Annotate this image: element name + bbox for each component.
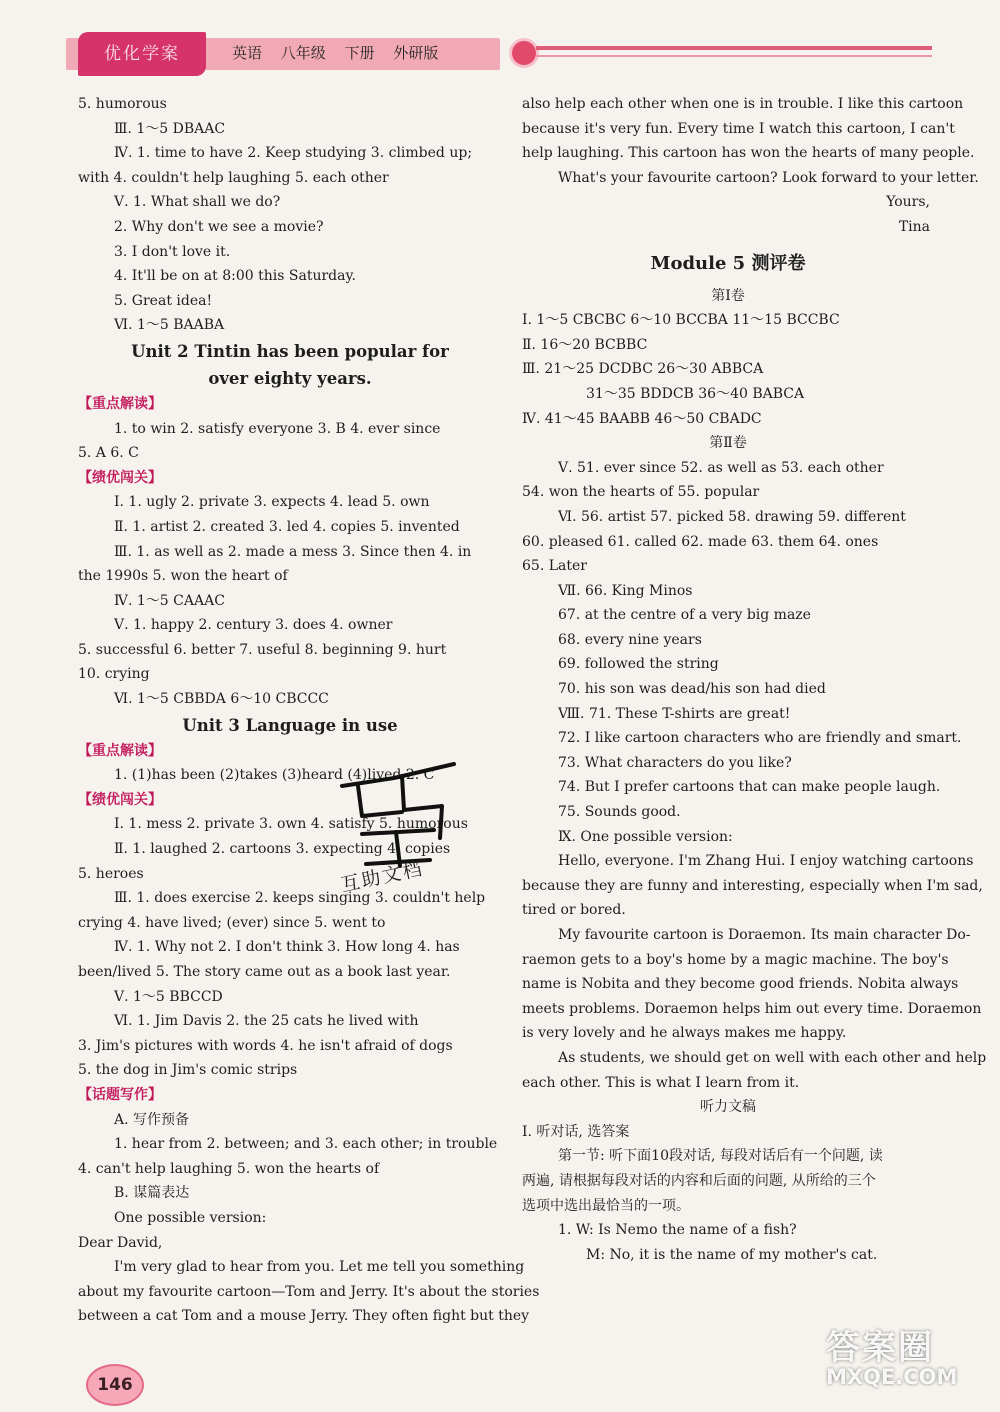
answer-line: Ⅶ. 66. King Minos xyxy=(558,582,693,599)
answer-line: B. 谋篇表达 xyxy=(114,1185,190,1202)
grade-label: 八年级 xyxy=(280,44,326,62)
answer-line: name is Nobita and they become good friends. Nobita always xyxy=(522,976,959,993)
answer-line: 67. at the centre of a very big maze xyxy=(558,607,811,624)
answer-line: 1. W: Is Nemo the name of a fish? xyxy=(558,1222,797,1239)
answer-line: What's your favourite cartoon? Look forward to your letter. xyxy=(558,169,979,186)
answer-line: the 1990s 5. won the heart of xyxy=(78,568,288,585)
answer-line: 54. won the hearts of 55. popular xyxy=(522,484,760,501)
answer-line: 1. to win 2. satisfy everyone 3. B 4. ever since xyxy=(114,420,441,437)
brand-label: 优化学案 xyxy=(78,32,206,76)
watermark-logo-text: 答案圈 xyxy=(826,1328,934,1368)
answer-line: crying 4. have lived; (ever) since 5. went to xyxy=(78,914,386,931)
answer-line: because it's very fun. Every time I watch this cartoon, I can't xyxy=(522,120,955,137)
answer-line: Ⅲ. 1. as well as 2. made a mess 3. Since then 4. in xyxy=(114,543,472,560)
answer-line: Ⅵ. 56. artist 57. picked 58. drawing 59. different xyxy=(558,508,906,525)
answer-line: 74. But I prefer cartoons that can make people laugh. xyxy=(558,779,941,796)
header-dot-ornament xyxy=(512,41,536,65)
section-title: 听力文稿 xyxy=(700,1099,756,1116)
answer-line: Ⅱ. 16～20 BCBBC xyxy=(522,336,648,353)
answer-line: 3. I don't love it. xyxy=(114,243,231,260)
answer-line: 65. Later xyxy=(522,558,587,575)
answer-line: 72. I like cartoon characters who are friendly and smart. xyxy=(558,730,962,747)
subject-label: 英语 xyxy=(232,44,263,62)
answer-line: 73. What characters do you like? xyxy=(558,754,792,771)
answer-line: I'm very glad to hear from you. Let me tell you something xyxy=(114,1259,525,1276)
answer-line: 10. crying xyxy=(78,666,150,683)
watermark-url: MXQE.COM xyxy=(826,1365,958,1389)
answer-line: Ⅰ. 1. ugly 2. private 3. expects 4. lead 5. own xyxy=(114,494,430,511)
answer-line: Ⅴ. 1～5 BBCCD xyxy=(114,988,223,1005)
answer-line: Ⅲ. 21～25 DCDBC 26～30 ABBCA xyxy=(522,361,764,378)
answer-line: Hello, everyone. I'm Zhang Hui. I enjoy watching cartoons xyxy=(558,853,974,870)
section-label: 【重点解读】 xyxy=(78,742,162,759)
letter-signoff: Tina xyxy=(898,218,930,235)
answer-line: been/lived 5. The story came out as a book last year. xyxy=(78,964,451,980)
answer-line: each other. This is what I learn from it. xyxy=(522,1074,800,1091)
answer-line: Ⅷ. 71. These T-shirts are great! xyxy=(558,705,791,722)
answer-line: M: No, it is the name of my mother's cat. xyxy=(586,1246,878,1263)
answer-line: Ⅵ. 1～5 CBBDA 6～10 CBCCC xyxy=(114,691,329,708)
section-title: 第Ⅰ卷 xyxy=(711,287,745,304)
volume-label: 下册 xyxy=(344,44,375,62)
answer-line: 5. successful 6. better 7. useful 8. beginning 9. hurt xyxy=(78,641,447,658)
answer-line: is very lovely and he always makes me happy. xyxy=(522,1025,847,1042)
unit-heading: over eighty years. xyxy=(208,368,372,388)
answer-line: Dear David, xyxy=(78,1234,163,1251)
answer-line: Ⅴ. 1. happy 2. century 3. does 4. owner xyxy=(114,617,393,634)
answer-line: Ⅱ. 1. laughed 2. cartoons 3. expecting 4. copies xyxy=(114,841,451,858)
book-info xyxy=(232,42,438,63)
answer-line: 4. can't help laughing 5. won the hearts of xyxy=(78,1160,380,1177)
answer-line: Ⅸ. One possible version: xyxy=(558,828,733,845)
unit-heading: Unit 2 Tintin has been popular for xyxy=(131,341,449,361)
answer-line: 第一节: 听下面10段对话, 每段对话后有一个问题, 读 xyxy=(558,1148,883,1165)
answer-line: 5. the dog in Jim's comic strips xyxy=(78,1062,298,1079)
answer-line: about my favourite cartoon—Tom and Jerry. It's about the stories xyxy=(78,1283,540,1300)
answer-line: My favourite cartoon is Doraemon. Its main character Do- xyxy=(558,927,971,943)
answer-line: Ⅳ. 41～45 BAABB 46～50 CBADC xyxy=(522,410,762,427)
answer-line: tired or bored. xyxy=(522,902,626,919)
letter-signoff: Yours, xyxy=(886,194,930,211)
answer-line: Ⅰ. 1. mess 2. private 3. own 4. satisfy 5. humorous xyxy=(114,816,468,833)
answer-line: raemon gets to a boy's home by a magic machine. The boy's xyxy=(522,951,949,968)
page-header xyxy=(0,0,1000,90)
answer-line: Ⅳ. 1. time to have 2. Keep studying 3. climbed up; xyxy=(114,145,473,162)
header-rule-thin xyxy=(536,55,932,57)
answer-line: 2. Why don't we see a movie? xyxy=(114,218,324,235)
edition-label: 外研版 xyxy=(393,44,439,62)
answer-line: Ⅱ. 1. artist 2. created 3. led 4. copies 5. invented xyxy=(114,518,460,535)
answer-line: As students, we should get on well with each other and help xyxy=(558,1049,987,1066)
answer-line: Ⅰ. 1～5 CBCBC 6～10 BCCBA 11～15 BCCBC xyxy=(522,312,840,329)
answer-line: help laughing. This cartoon has won the hearts of many people. xyxy=(522,145,975,162)
answer-line: One possible version: xyxy=(114,1209,267,1226)
answer-line: 选项中选出最恰当的一项。 xyxy=(522,1197,690,1214)
answer-line: Ⅴ. 1. What shall we do? xyxy=(114,194,281,211)
answer-line: 4. It'll be on at 8:00 this Saturday. xyxy=(114,268,356,285)
answer-line: Ⅲ. 1～5 DBAAC xyxy=(114,120,226,137)
answer-line: 5. Great idea! xyxy=(114,292,213,309)
section-label: 【重点解读】 xyxy=(78,395,162,412)
answer-line: 5. heroes xyxy=(78,865,144,882)
answer-line: Ⅰ. 听对话, 选答案 xyxy=(522,1123,630,1140)
answer-line: 31～35 BDDCB 36～40 BABCA xyxy=(586,385,805,402)
site-watermark xyxy=(826,1320,996,1406)
unit-heading: Unit 3 Language in use xyxy=(182,715,398,735)
answer-line: Ⅵ. 1～5 BAABA xyxy=(114,317,225,334)
answer-line: also help each other when one is in trouble. I like this cartoon xyxy=(522,96,964,112)
header-rule xyxy=(536,46,932,50)
left-answer-column xyxy=(78,92,540,1329)
answer-line: A. 写作预备 xyxy=(114,1111,190,1128)
answer-line: Ⅴ. 51. ever since 52. as well as 53. each other xyxy=(558,459,884,476)
right-answer-column xyxy=(522,92,987,1267)
answer-line: 5. humorous xyxy=(78,96,167,112)
stamp-caption: 互助文档 xyxy=(338,857,426,897)
answer-line: Ⅵ. 1. Jim Davis 2. the 25 cats he lived with xyxy=(114,1013,419,1030)
answer-line: 75. Sounds good. xyxy=(558,804,681,821)
section-title: 第Ⅱ卷 xyxy=(709,435,747,452)
answer-line: 5. A 6. C xyxy=(78,445,139,462)
answer-line: 两遍, 请根据每段对话的内容和后面的问题, 从所给的三个 xyxy=(522,1172,876,1189)
section-label: 【绩优闯关】 xyxy=(78,791,162,808)
answer-line: 70. his son was dead/his son had died xyxy=(558,681,826,698)
answer-line: 1. hear from 2. between; and 3. each other; in trouble xyxy=(114,1136,498,1153)
answer-line: Ⅲ. 1. does exercise 2. keeps singing 3. couldn't help xyxy=(114,890,486,907)
section-label: 【绩优闯关】 xyxy=(78,469,162,486)
answer-line: Ⅳ. 1. Why not 2. I don't think 3. How long 4. has xyxy=(114,939,460,956)
page-number: 146 xyxy=(86,1364,144,1406)
answer-line: Ⅳ. 1～5 CAAAC xyxy=(114,592,225,609)
module-heading: Module 5 测评卷 xyxy=(650,252,806,274)
section-label: 【话题写作】 xyxy=(78,1086,162,1103)
answer-line: 69. followed the string xyxy=(558,656,719,673)
answer-line: between a cat Tom and a mouse Jerry. They often fight but they xyxy=(78,1308,530,1325)
answer-line: 60. pleased 61. called 62. made 63. them 64. ones xyxy=(522,533,879,550)
answer-line: 68. every nine years xyxy=(558,631,702,648)
answer-line: 3. Jim's pictures with words 4. he isn't afraid of dogs xyxy=(78,1037,453,1054)
answer-line: because they are funny and interesting, especially when I'm sad, xyxy=(522,877,983,894)
answer-line: with 4. couldn't help laughing 5. each other xyxy=(78,169,389,186)
answer-line: meets problems. Doraemon helps him out every time. Doraemon xyxy=(522,1000,982,1017)
answer-line: 1. (1)has been (2)takes (3)heard (4)lived 2. C xyxy=(114,767,435,784)
